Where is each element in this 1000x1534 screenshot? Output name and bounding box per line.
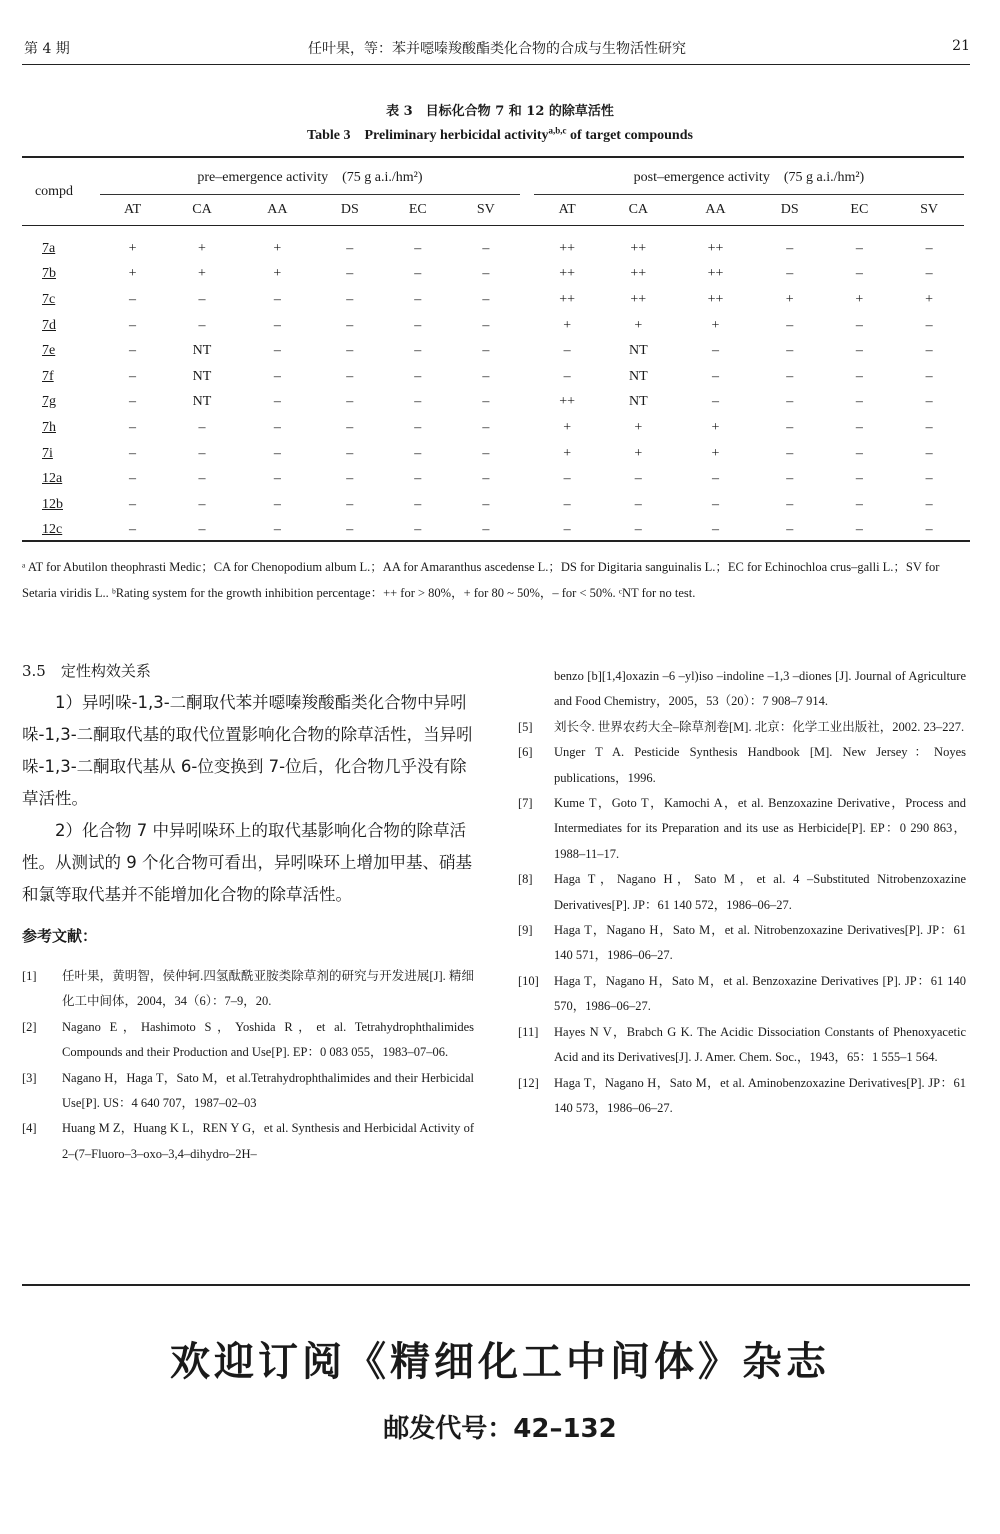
activity-cell: –: [346, 266, 354, 282]
activity-cell: ++: [707, 240, 724, 256]
reference-number: [518, 664, 554, 715]
activity-cell: ++: [630, 291, 647, 307]
activity-cell: –: [198, 445, 206, 461]
right-column: [518, 664, 966, 1121]
activity-cell: –: [786, 317, 794, 333]
activity-cell: –: [563, 343, 571, 359]
activity-cell: –: [414, 343, 422, 359]
activity-cell: –: [925, 266, 933, 282]
footer-rule: [22, 1284, 970, 1286]
activity-cell: ++: [559, 266, 576, 282]
activity-cell: ++: [630, 240, 647, 256]
activity-cell: –: [273, 496, 281, 512]
activity-cell: –: [786, 368, 794, 384]
activity-cell: ++: [559, 394, 576, 410]
activity-cell: –: [273, 394, 281, 410]
activity-cell: +: [711, 445, 720, 461]
table-caption-cn: 表 3 目标化合物 7 和 12 的除草活性: [386, 104, 614, 119]
activity-cell: –: [786, 522, 794, 538]
activity-cell: ++: [707, 266, 724, 282]
col-header-aa: AA: [705, 202, 726, 217]
group-header-post: post–emergence activity (75 g a.i./hm²): [534, 157, 964, 195]
table-bottom-rule: [22, 540, 970, 542]
activity-cell: ++: [559, 291, 576, 307]
compound-id: 7g: [42, 394, 56, 410]
activity-cell: –: [712, 394, 719, 410]
activity-cell: +: [634, 419, 643, 435]
activity-cell: ++: [707, 291, 724, 307]
reference-number: [3]: [22, 1070, 37, 1085]
activity-cell: –: [273, 445, 281, 461]
postal-code: 邮发代号：42–132: [383, 1414, 617, 1444]
activity-cell: –: [414, 368, 422, 384]
activity-cell: –: [129, 496, 137, 512]
activity-cell: –: [482, 496, 490, 512]
reference-text: Hayes N V，Brabch G K. The Acidic Dissociation Constants of Phenoxyacetic Acid and its Derivatives[J]. J. Amer. Chem. Soc.，1943，65：1 555–1 564.: [554, 1024, 966, 1065]
activity-cell: –: [786, 419, 794, 435]
col-header-sv: SV: [476, 202, 495, 217]
reference-item: [518, 969, 966, 1020]
compound-id: 7a: [42, 240, 56, 256]
reference-number: [7]: [518, 796, 533, 811]
activity-cell: +: [273, 266, 282, 282]
activity-cell: –: [786, 394, 794, 410]
reference-text: Haga T，Nagano H，Sato M，et al. Nitrobenzoxazine Derivatives[P]. JP：61 140 571，1986–06–27.: [554, 923, 966, 963]
activity-cell: –: [925, 445, 933, 461]
activity-cell: ++: [559, 240, 576, 256]
col-header-ca: CA: [628, 202, 649, 217]
reference-text: Kume T，Goto T，Kamochi A，et al. Benzoxazine Derivative，Process and Intermediates for its Preparation and its use as Herbicide[P]. EP：0 290 863，1988–11–17.: [554, 796, 966, 861]
reference-item: [518, 715, 966, 740]
compound-id: 7b: [42, 266, 56, 282]
reference-item: [22, 964, 474, 1015]
paragraph-1: 1）异吲哚-1,3-二酮取代苯并噁嗪羧酸酯类化合物中异吲哚-1,3-二酮取代基的取代位置影响化合物的除草活性，当异吲哚-1,3-二酮取代基从 6-位变换到 7-位后，化合物几乎没有除草活性。: [22, 693, 473, 808]
header-rule: [22, 64, 970, 65]
activity-cell: –: [482, 419, 490, 435]
activity-cell: +: [273, 240, 282, 256]
activity-cell: –: [273, 368, 281, 384]
activity-cell: –: [346, 394, 354, 410]
activity-cell: –: [346, 496, 354, 512]
reference-text: Unger T A. Pesticide Synthesis Handbook [M]. New Jersey：Noyes publications，1996.: [554, 745, 966, 785]
activity-cell: –: [634, 496, 642, 512]
page-number: 21: [952, 38, 970, 54]
compound-id: 7c: [42, 291, 56, 307]
table-caption-en: Table 3 Preliminary herbicidal activity$^{a,b,c}$ of target compounds: [307, 125, 693, 143]
table-row: [22, 287, 964, 313]
col-header-ds: DS: [340, 202, 359, 217]
col-header-at: AT: [123, 202, 142, 217]
activity-cell: –: [925, 471, 933, 487]
reference-item: [518, 664, 966, 715]
activity-cell: –: [129, 368, 137, 384]
activity-cell: +: [563, 445, 572, 461]
reference-text: 刘长令. 世界农药大全–除草剂卷[M]. 北京：化学工业出版社，2002. 23–227.: [554, 719, 965, 734]
issue-number: 第 4 期: [24, 41, 70, 57]
table-row: [22, 466, 964, 492]
activity-cell: –: [786, 496, 794, 512]
activity-cell: –: [786, 266, 794, 282]
group-header-pre: pre–emergence activity (75 g a.i./hm²): [100, 157, 520, 195]
activity-cell: –: [198, 471, 206, 487]
reference-item: [518, 1020, 966, 1071]
compound-id: 7h: [42, 419, 56, 435]
activity-cell: +: [925, 291, 934, 307]
herbicidal-activity-table: [22, 156, 964, 543]
reference-text: Haga T，Nagano H，Sato M，et al. 4 –Substituted Nitrobenzoxazine Derivatives[P]. JP：61 140 572，1986–06–27.: [554, 872, 966, 912]
activity-cell: –: [563, 471, 571, 487]
reference-number: [4]: [22, 1121, 37, 1136]
activity-cell: –: [563, 496, 571, 512]
activity-cell: +: [128, 266, 137, 282]
reference-item: [22, 1116, 474, 1167]
activity-cell: –: [346, 419, 354, 435]
activity-cell: –: [634, 522, 642, 538]
activity-cell: –: [855, 471, 863, 487]
activity-cell: –: [855, 240, 863, 256]
col-header-compd: compd: [34, 183, 74, 199]
activity-cell: –: [346, 368, 354, 384]
reference-number: [1]: [22, 969, 37, 983]
reference-text: 任叶果，黄明智，侯仲轲.四氢酞酰亚胺类除草剂的研究与开发进展[J]. 精细化工中间体，2004，34（6）：7–9，20.: [62, 969, 474, 1009]
activity-cell: +: [634, 445, 643, 461]
paragraph-2: 2）化合物 7 中异吲哚环上的取代基影响化合物的除草活性。从测试的 9 个化合物可看出，异吲哚环上增加甲基、硝基和氯等取代基并不能增加化合物的除草活性。: [22, 821, 472, 904]
table-row: [22, 313, 964, 339]
activity-cell: –: [482, 343, 490, 359]
activity-cell: –: [855, 394, 863, 410]
compound-id: 7e: [42, 343, 56, 359]
activity-cell: +: [634, 317, 643, 333]
activity-cell: –: [712, 496, 719, 512]
table-row: [22, 441, 964, 467]
activity-cell: +: [785, 291, 794, 307]
activity-cell: –: [855, 445, 863, 461]
activity-cell: –: [786, 471, 794, 487]
activity-cell: –: [925, 394, 933, 410]
activity-cell: –: [414, 445, 422, 461]
activity-cell: –: [273, 317, 281, 333]
activity-cell: –: [855, 317, 863, 333]
activity-cell: –: [129, 343, 137, 359]
col-header-ca: CA: [192, 202, 212, 217]
references-heading: 参考文献：: [22, 927, 98, 945]
activity-cell: –: [414, 317, 422, 333]
activity-cell: –: [925, 240, 933, 256]
activity-cell: –: [414, 266, 422, 282]
reference-item: [518, 740, 966, 791]
reference-text: Nagano E，Hashimoto S，Yoshida R，et al. Tetrahydrophthalimides Compounds and their Production and Use[P]. EP：0 083 055，1983–07–06.: [62, 1019, 474, 1060]
compound-id: 7i: [42, 445, 53, 461]
reference-number: [2]: [22, 1019, 37, 1034]
activity-cell: –: [482, 471, 490, 487]
activity-cell: –: [346, 240, 354, 256]
activity-cell: –: [482, 394, 490, 410]
activity-cell: –: [786, 240, 794, 256]
compound-id: 12a: [42, 471, 63, 487]
activity-cell: –: [273, 343, 281, 359]
activity-cell: +: [855, 291, 864, 307]
activity-cell: –: [414, 496, 422, 512]
activity-cell: –: [482, 522, 490, 538]
col-header-at: AT: [558, 202, 576, 217]
activity-cell: –: [563, 522, 571, 538]
activity-cell: –: [925, 368, 933, 384]
activity-cell: –: [925, 522, 933, 538]
activity-cell: +: [198, 266, 206, 282]
reference-item: [22, 1015, 474, 1066]
reference-item: [518, 918, 966, 969]
table-row: [22, 262, 964, 288]
table-row: [22, 226, 964, 262]
activity-cell: –: [563, 368, 571, 384]
activity-cell: –: [414, 522, 422, 538]
col-header-ec: EC: [408, 202, 427, 217]
compound-id: 12c: [42, 522, 63, 538]
activity-cell: –: [712, 471, 719, 487]
activity-cell: –: [925, 496, 933, 512]
activity-cell: –: [414, 240, 422, 256]
col-header-aa: AA: [267, 202, 288, 217]
activity-cell: –: [129, 471, 137, 487]
activity-cell: –: [855, 496, 863, 512]
compound-id: 7f: [42, 368, 54, 384]
col-header-ec: EC: [850, 202, 869, 217]
activity-cell: –: [712, 522, 719, 538]
activity-cell: –: [346, 522, 354, 538]
activity-cell: +: [563, 419, 572, 435]
activity-cell: +: [128, 240, 137, 256]
activity-cell: –: [712, 368, 719, 384]
section-heading: 3.5 定性构效关系: [22, 662, 151, 680]
activity-cell: +: [711, 317, 720, 333]
activity-cell: –: [786, 343, 794, 359]
activity-cell: –: [198, 522, 206, 538]
reference-text: Nagano H，Haga T，Sato M，et al.Tetrahydrophthalimides and their Herbicidal Use[P]. US：4 640 707，1987–02–03: [62, 1070, 474, 1111]
activity-cell: –: [129, 291, 137, 307]
activity-cell: –: [482, 445, 490, 461]
activity-cell: –: [786, 445, 794, 461]
activity-cell: –: [129, 445, 137, 461]
col-header-ds: DS: [780, 202, 799, 217]
activity-cell: –: [482, 291, 490, 307]
activity-cell: –: [129, 522, 137, 538]
activity-cell: –: [198, 496, 206, 512]
activity-cell: –: [129, 394, 137, 410]
activity-cell: –: [855, 266, 863, 282]
reference-number: [6]: [518, 745, 533, 760]
running-title: 任叶果，等：苯并噁嗪羧酸酯类化合物的合成与生物活性研究: [308, 41, 686, 57]
activity-cell: –: [712, 343, 719, 359]
activity-cell: –: [855, 368, 863, 384]
compound-id: 12b: [42, 496, 63, 512]
reference-text: Huang M Z，Huang K L，REN Y G，et al. Synthesis and Herbicidal Activity of 2–(7–Fluoro–3–oxo–3,4–dihydro–2H–: [62, 1121, 474, 1161]
activity-cell: –: [273, 419, 281, 435]
activity-cell: –: [346, 445, 354, 461]
activity-cell: –: [414, 419, 422, 435]
activity-cell: –: [129, 419, 137, 435]
activity-cell: NT: [192, 394, 212, 410]
reference-item: [518, 867, 966, 918]
reference-number: [12]: [518, 1075, 539, 1090]
reference-item: [518, 1071, 966, 1122]
activity-cell: –: [855, 343, 863, 359]
activity-cell: –: [482, 368, 490, 384]
reference-number: [11]: [518, 1024, 539, 1039]
activity-cell: ++: [630, 266, 647, 282]
activity-cell: –: [925, 419, 933, 435]
activity-cell: +: [563, 317, 572, 333]
table-row: [22, 390, 964, 416]
reference-number: [10]: [518, 973, 539, 988]
activity-cell: –: [273, 471, 281, 487]
table-row: [22, 338, 964, 364]
reference-item: [518, 791, 966, 867]
activity-cell: –: [634, 471, 642, 487]
activity-cell: –: [346, 317, 354, 333]
activity-cell: –: [129, 317, 137, 333]
activity-cell: –: [346, 471, 354, 487]
activity-cell: –: [414, 291, 422, 307]
activity-cell: –: [414, 394, 422, 410]
table-row: [22, 364, 964, 390]
activity-cell: NT: [628, 343, 648, 359]
table-row: [22, 492, 964, 518]
activity-cell: –: [925, 343, 933, 359]
activity-cell: –: [855, 419, 863, 435]
left-column: [22, 660, 474, 1167]
activity-cell: –: [346, 291, 354, 307]
reference-number: [9]: [518, 923, 533, 938]
activity-cell: –: [273, 291, 281, 307]
activity-cell: +: [198, 240, 206, 256]
activity-cell: –: [198, 317, 206, 333]
activity-cell: NT: [628, 368, 648, 384]
activity-cell: –: [482, 240, 490, 256]
reference-text: Haga T，Nagano H，Sato M，et al. Aminobenzoxazine Derivatives[P]. JP：61 140 573，1986–06–27.: [554, 1075, 966, 1115]
reference-number: [8]: [518, 872, 533, 887]
activity-cell: –: [273, 522, 281, 538]
col-header-sv: SV: [920, 202, 939, 217]
reference-item: [22, 1066, 474, 1117]
table-row: [22, 415, 964, 441]
activity-cell: –: [855, 522, 863, 538]
activity-cell: –: [925, 317, 933, 333]
activity-cell: +: [711, 419, 720, 435]
table-footnote: ᵃ AT for Abutilon theophrasti Medic；CA for Chenopodium album L.；AA for Amaranthus ascedense L.；DS for Digitaria sanguinalis L.；EC for Echinochloa crus–galli L.；SV for Setaria viridis L.. ᵇRating system for the growth inhibition percentage：++ for > 80%，+ for 80 ~ 50%，– for < 50%. ᶜNT for no test.: [22, 560, 940, 600]
reference-number: [5]: [518, 719, 533, 734]
reference-text: Haga T，Nagano H，Sato M，et al. Benzoxazine Derivatives [P]. JP：61 140 570，1986–06–27.: [554, 973, 966, 1014]
activity-cell: –: [482, 266, 490, 282]
activity-cell: –: [414, 471, 422, 487]
activity-cell: NT: [192, 368, 212, 384]
activity-cell: –: [198, 419, 206, 435]
activity-cell: –: [482, 317, 490, 333]
activity-cell: NT: [192, 343, 212, 359]
activity-cell: –: [346, 343, 354, 359]
activity-cell: NT: [628, 394, 648, 410]
compound-id: 7d: [42, 317, 56, 333]
activity-cell: –: [198, 291, 206, 307]
subscription-banner: 欢迎订阅《精细化工中间体》杂志: [170, 1339, 830, 1385]
reference-text: benzo [b][1,4]oxazin –6 –yl)iso –indoline –1,3 –diones [J]. Journal of Agriculture and Food Chemistry，2005，53（20）：7 908–7 914.: [554, 669, 966, 709]
